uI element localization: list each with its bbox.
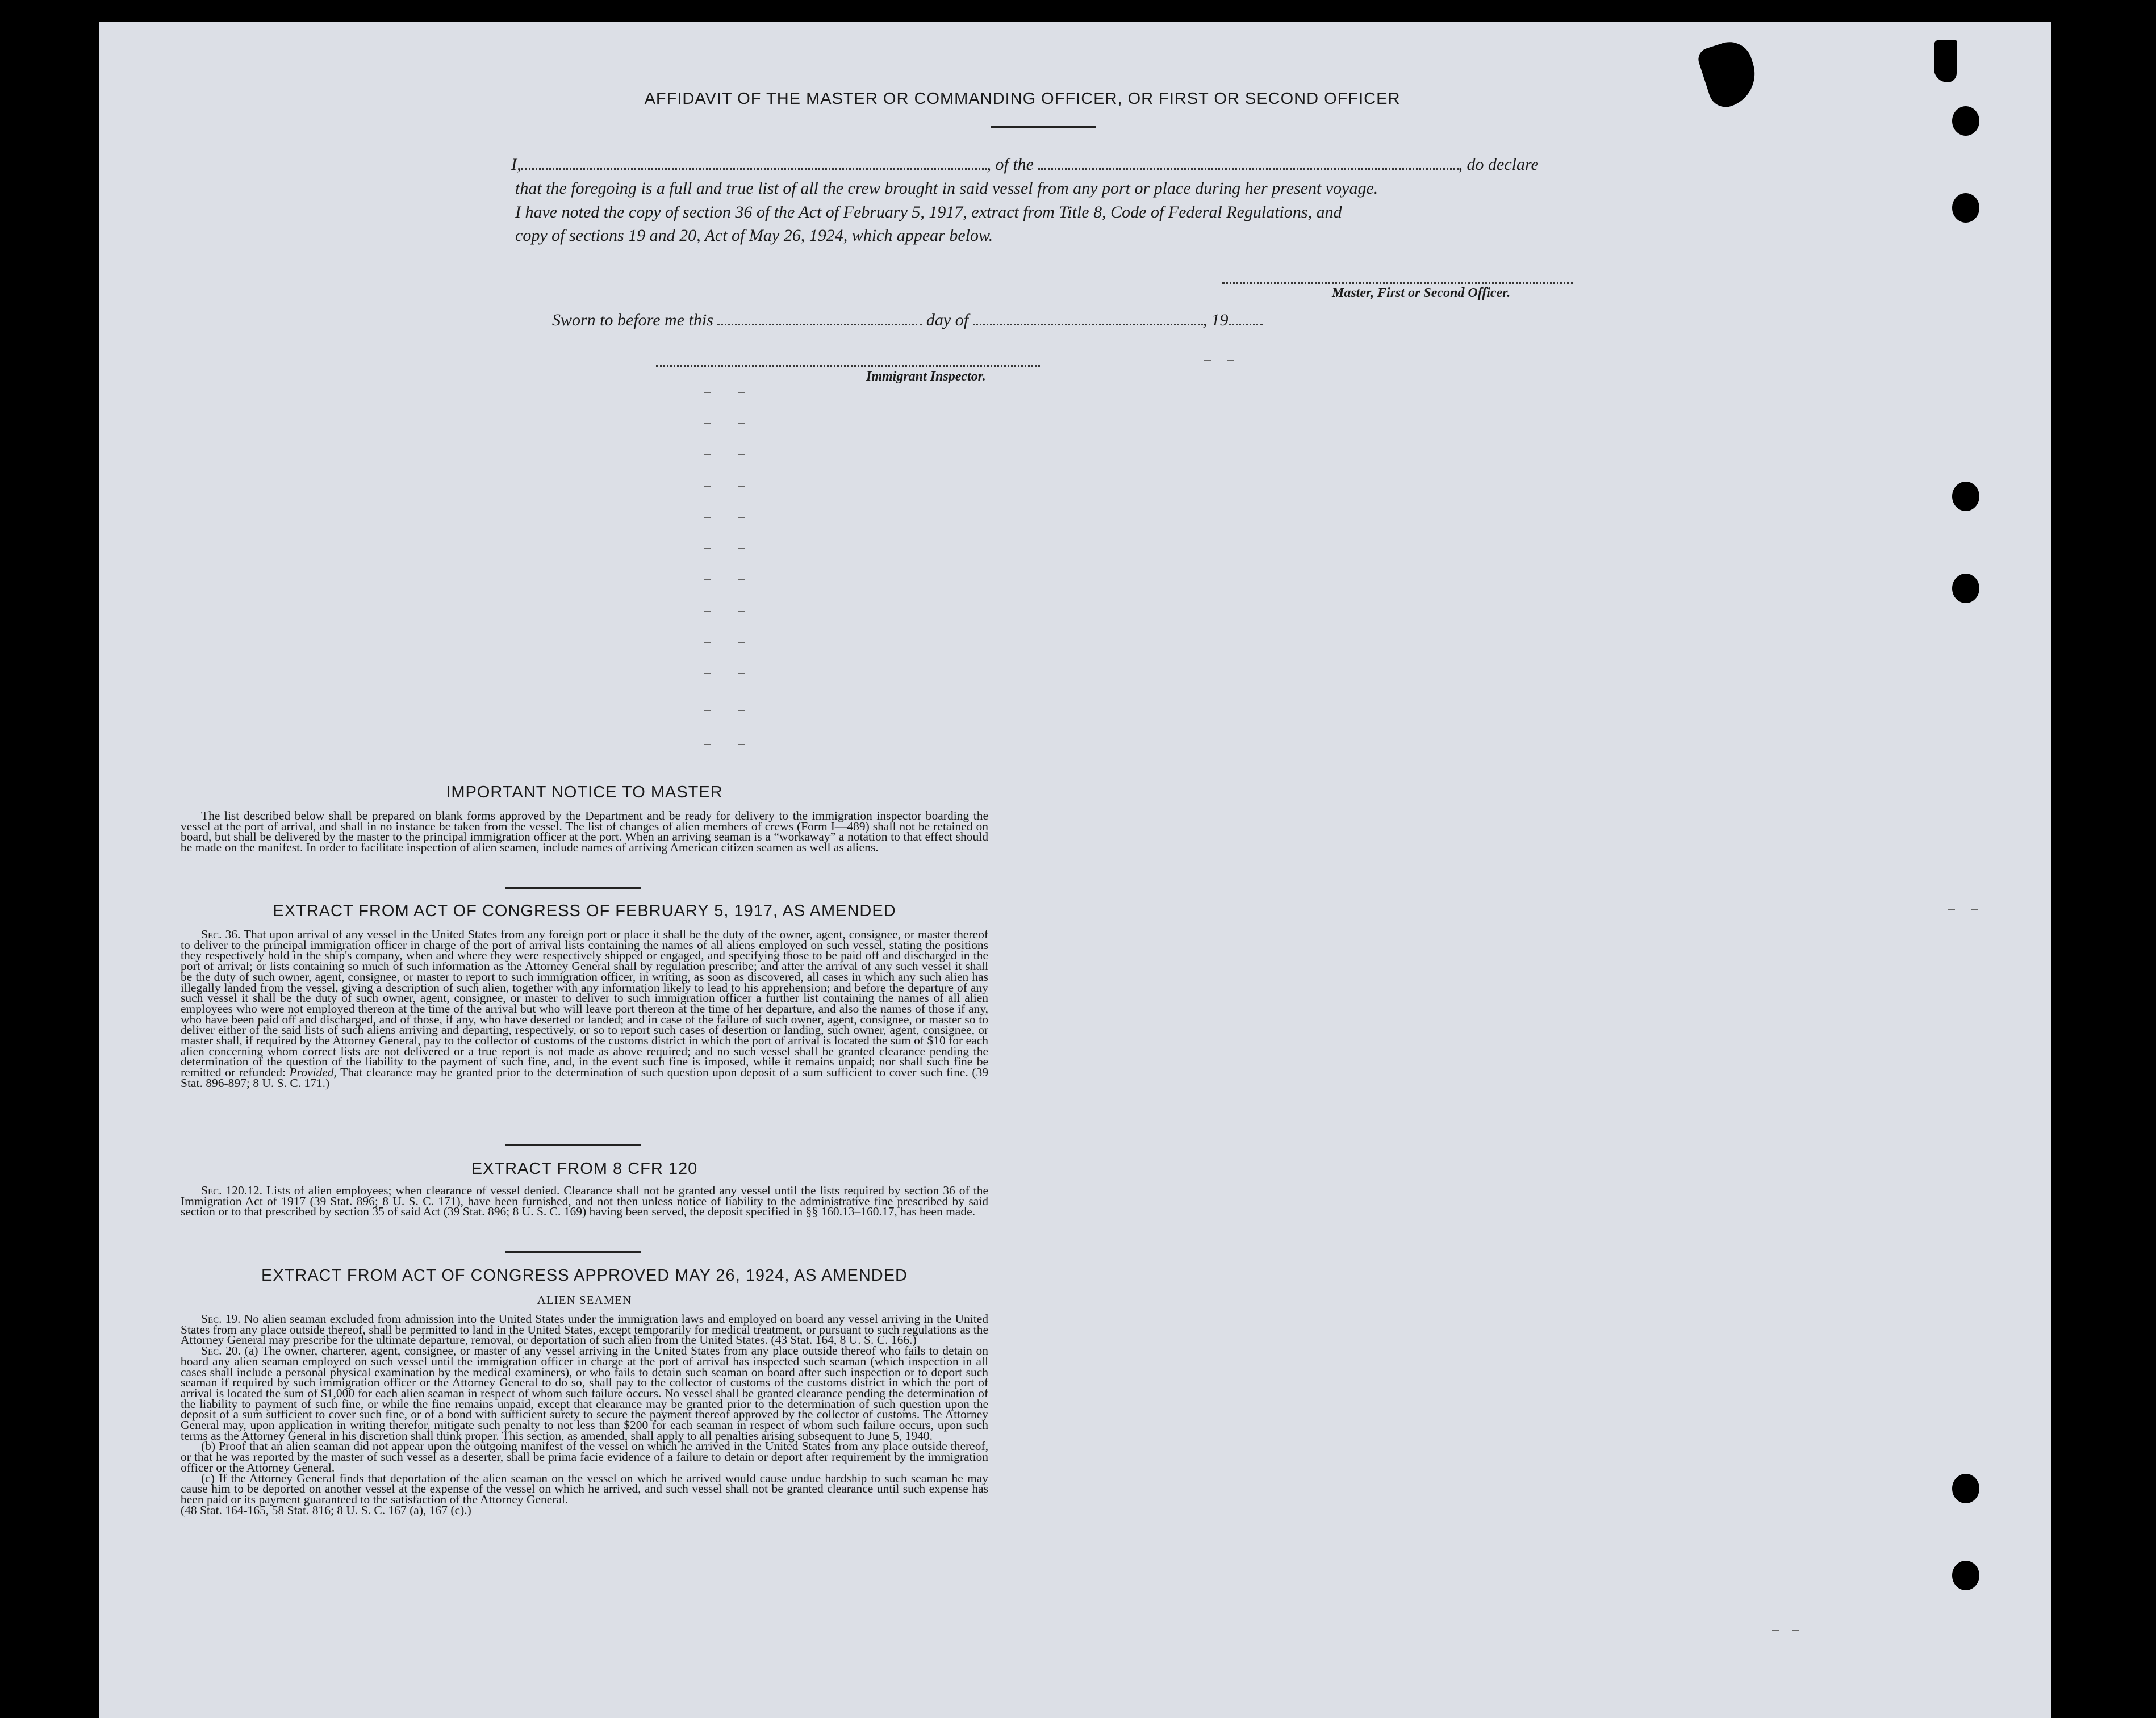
proviso-label: Provided, bbox=[289, 1065, 337, 1080]
stray-mark bbox=[1971, 909, 1978, 910]
sworn-day-of: day of bbox=[926, 311, 969, 329]
notice-text: The list described below shall be prepared on blank forms approved by the Department and be ready for delivery to the immigration inspector boarding the vessel at the port of arrival, and shall in no instance be taken from the vessel. The list of changes of alien members of crews (Form I—489) shall not be retained on board, but shall be delivered by the master to the principal immigration officer at the port. When an arriving seaman is a “workaway” a notation to that effect should be made on the manifest. In order to facilitate inspection of alien seamen, include names of arriving American citizen seamen as well as aliens. bbox=[181, 809, 988, 855]
affidavit-line-4: copy of sections 19 and 20, Act of May 26, 1924, which appear below. bbox=[515, 226, 993, 245]
stray-mark bbox=[1948, 909, 1955, 910]
stray-mark bbox=[738, 454, 745, 455]
binder-hole bbox=[1952, 574, 1979, 603]
stray-mark bbox=[1792, 1630, 1799, 1631]
section-36-label: Sec. 36. bbox=[201, 927, 241, 941]
section-120-12-label: Sec. 120.12. bbox=[201, 1184, 263, 1197]
section-20a-text: (a) The owner, charterer, agent, consignee, or master of any vessel arriving in the United States from any place outside thereof who fails to detain on board any alien seaman employed on such vessel until the immigration officer in charge at the port of arrival has inspected such seaman (which inspection in all cases shall include a personal physical examination by the medical examiners), or who fails to detain such seaman on board after such inspection or to deport such seaman if required by such immigration officer or the Attorney General to do so, shall pay to the collector of customs of the customs district in which the port of arrival is located the sum of $1,000 for each alien seaman in respect of whom such failure occurs. No vessel shall be granted clearance pending the determination of the liability to payment of such fine, or while the fine remains unpaid, except that clearance may be granted prior to the determination of such question upon the deposit of a sum sufficient to cover such fine, or of a bond with sufficient surety to secure the payment thereof approved by the collector of customs. The Attorney General may, upon application in writing therefor, mitigate such penalty to not less than $200 for each seaman in respect of whom such failure occurs, upon such terms as the Attorney General in his discretion shall think proper. This section, as amended, shall apply to all penalties arising subsequent to June 5, 1940. bbox=[181, 1344, 988, 1443]
stray-mark bbox=[704, 744, 711, 745]
sworn-prefix: Sworn to before me this bbox=[552, 311, 713, 329]
section-36-text-end: That clearance may be granted prior to the determination of such question upon deposit of a sum sufficient to cover such fine. (39 Stat. 896-897; 8 U. S. C. 171.) bbox=[181, 1065, 988, 1090]
stray-mark bbox=[738, 611, 745, 612]
section-120-12-text: Lists of alien employees; when clearance of vessel denied. Clearance shall not be granted any vessel until the lists required by section 36 of the Immigration Act of 1917 (39 Stat. 896; 8 U. S. C. 171), have been furnished, and not then unless notice of liability to the administrative fine prescribed by said section or to that prescribed by section 35 of said Act (39 Stat. 896; 8 U. S. C. 169) having been served, the deposit specified in §§ 160.13–160.17, has been made. bbox=[181, 1184, 988, 1219]
affidavit-line-1 bbox=[511, 154, 1539, 174]
stray-mark bbox=[738, 486, 745, 487]
extract-1924-body bbox=[181, 1314, 988, 1515]
stray-mark bbox=[704, 486, 711, 487]
stray-mark bbox=[1204, 360, 1211, 361]
stray-mark bbox=[738, 744, 745, 745]
name-blank bbox=[521, 154, 987, 170]
stray-mark bbox=[704, 642, 711, 643]
section-20-label: Sec. 20. bbox=[201, 1344, 241, 1358]
binder-hole bbox=[1952, 1474, 1979, 1503]
stray-mark bbox=[738, 710, 745, 711]
affidavit-title: AFFIDAVIT OF THE MASTER OR COMMANDING OFFICER, OR FIRST OR SECOND OFFICER bbox=[644, 90, 1401, 108]
alien-seamen-subtitle: ALIEN SEAMEN bbox=[537, 1293, 632, 1307]
stray-mark bbox=[1227, 360, 1234, 361]
stray-mark bbox=[704, 579, 711, 580]
divider bbox=[505, 1251, 641, 1253]
stray-mark bbox=[704, 673, 711, 674]
sworn-year: , 19 bbox=[1202, 311, 1229, 329]
binder-hole bbox=[1952, 482, 1979, 511]
affidavit-line-2: that the foregoing is a full and true list of all the crew brought in said vessel from any port or place during her present voyage. bbox=[515, 179, 1378, 198]
stray-mark bbox=[738, 673, 745, 674]
stray-mark bbox=[704, 392, 711, 393]
affidavit-line-3: I have noted the copy of section 36 of the Act of February 5, 1917, extract from Title 8, Code of Federal Regulations, and bbox=[515, 203, 1342, 221]
master-label: Master, First or Second Officer. bbox=[1332, 286, 1511, 300]
stray-mark bbox=[704, 423, 711, 424]
stray-mark bbox=[704, 710, 711, 711]
vessel-blank bbox=[1038, 154, 1459, 170]
stray-mark bbox=[738, 579, 745, 580]
stray-mark bbox=[1772, 1630, 1779, 1631]
extract-1917-title: EXTRACT FROM ACT OF CONGRESS OF FEBRUARY 5, 1917, AS AMENDED bbox=[273, 902, 896, 920]
affidavit-i: I, bbox=[511, 155, 521, 174]
sworn-line bbox=[552, 310, 1263, 330]
section-36-text: That upon arrival of any vessel in the United States from any foreign port or place it shall be the duty of the owner, agent, consignee, or master thereof to deliver to the principal immigration officer in charge of the port of arrival lists containing the names of all aliens employed on such vessel, stating the positions they respectively hold in the ship's company, when and where they were respectively shipped or engaged, and specifying those to be paid off and discharged in the port of arrival; or lists containing so much of such information as the Attorney General shall by regulation prescribe; and after the arrival of any such vessel it shall be the duty of such owner, agent, consignee, or master to report to such immigration officer, in writing, as soon as discovered, all cases in which any such alien has illegally landed from the vessel, giving a description of such alien, together with any information likely to lead to his apprehension; and before the departure of any such vessel it shall be the duty of such owner, agent, consignee, or master to deliver to such immigration officer a further list containing the names of all alien employees who were not employed thereon at the time of the arrival but who will leave port thereon at the time of her departure, and also the names of those if any, who have been paid off and discharged, and of those, if any, who have deserted or landed; and in case of the failure of such owner, agent, consignee, or master so to deliver either of the said lists of such aliens arriving and departing, respectively, or so to report such cases of desertion or landing, such owner, agent, consignee, or master shall, if required by the Attorney General, pay to the collector of customs of the customs district in which the port of arrival is located the sum of $10 for each alien concerning whom correct lists are not delivered or a true report is not made as above required; and no such vessel shall be granted clearance pending the determination of the question of the liability to the payment of such fine, and, in the event such fine is imposed, while it remains unpaid; nor shall such fine be remitted or refunded: bbox=[181, 927, 989, 1080]
notice-title: IMPORTANT NOTICE TO MASTER bbox=[446, 783, 723, 801]
extract-1924-title: EXTRACT FROM ACT OF CONGRESS APPROVED MAY 26, 1924, AS AMENDED bbox=[261, 1266, 908, 1285]
stray-mark bbox=[738, 392, 745, 393]
extract-8cfr-title: EXTRACT FROM 8 CFR 120 bbox=[471, 1160, 698, 1178]
master-signature-line bbox=[1222, 282, 1573, 284]
binder-hole bbox=[1952, 193, 1979, 223]
divider bbox=[991, 126, 1096, 128]
extract-8cfr-body bbox=[181, 1185, 988, 1217]
sworn-year-blank bbox=[1229, 310, 1263, 325]
divider bbox=[505, 887, 641, 889]
torn-edge bbox=[1934, 40, 1957, 82]
stray-mark bbox=[704, 454, 711, 455]
stray-mark bbox=[704, 517, 711, 518]
affidavit-of-the: , of the bbox=[987, 155, 1034, 174]
stray-mark bbox=[738, 548, 745, 549]
divider bbox=[505, 1144, 641, 1146]
stray-mark bbox=[738, 423, 745, 424]
affidavit-declare: , do declare bbox=[1458, 155, 1539, 174]
section-20-citation: (48 Stat. 164-165, 58 Stat. 816; 8 U. S. C. 167 (a), 167 (c).) bbox=[181, 1503, 471, 1517]
binder-hole bbox=[1952, 1561, 1979, 1590]
stray-mark bbox=[738, 517, 745, 518]
stray-mark bbox=[738, 642, 745, 643]
section-20b-text: (b) Proof that an alien seaman did not appear upon the outgoing manifest of the vessel on which he arrived in the United States from any place outside thereof, or that he was reported by the master of such vessel as a deserter, shall be prima facie evidence of a failure to detain or deport after requirement by the immigration officer or the Attorney General. bbox=[181, 1439, 988, 1474]
section-19-text: No alien seaman excluded from admission into the United States under the immigration laws and employed on board any vessel arriving in the United States from any place outside thereof, shall be permitted to land in the United States, except temporarily for medical treatment, or pursuant to such regulations as the Attorney General may prescribe for the ultimate departure, removal, or deportation of such alien from the United States. (43 Stat. 164, 8 U. S. C. 166.) bbox=[181, 1312, 989, 1347]
binder-hole bbox=[1952, 106, 1979, 136]
notice-body bbox=[181, 810, 988, 853]
section-19-label: Sec. 19. bbox=[201, 1312, 241, 1326]
sworn-month-blank bbox=[973, 310, 1203, 325]
stray-mark bbox=[704, 548, 711, 549]
sworn-day-blank bbox=[717, 310, 922, 325]
stray-mark bbox=[704, 611, 711, 612]
inspector-label: Immigrant Inspector. bbox=[866, 369, 986, 384]
extract-1917-body bbox=[181, 929, 988, 1089]
inspector-signature-line bbox=[656, 365, 1040, 367]
section-20c-text: (c) If the Attorney General finds that deportation of the alien seaman on the vessel on which he arrived would cause undue hardship to such seaman he may cause him to be deported on another vessel at the expense of the vessel on which he arrived, and such vessel shall not be granted clearance until such expense has been paid or its payment guaranteed to the satisfaction of the Attorney General. bbox=[181, 1471, 988, 1506]
